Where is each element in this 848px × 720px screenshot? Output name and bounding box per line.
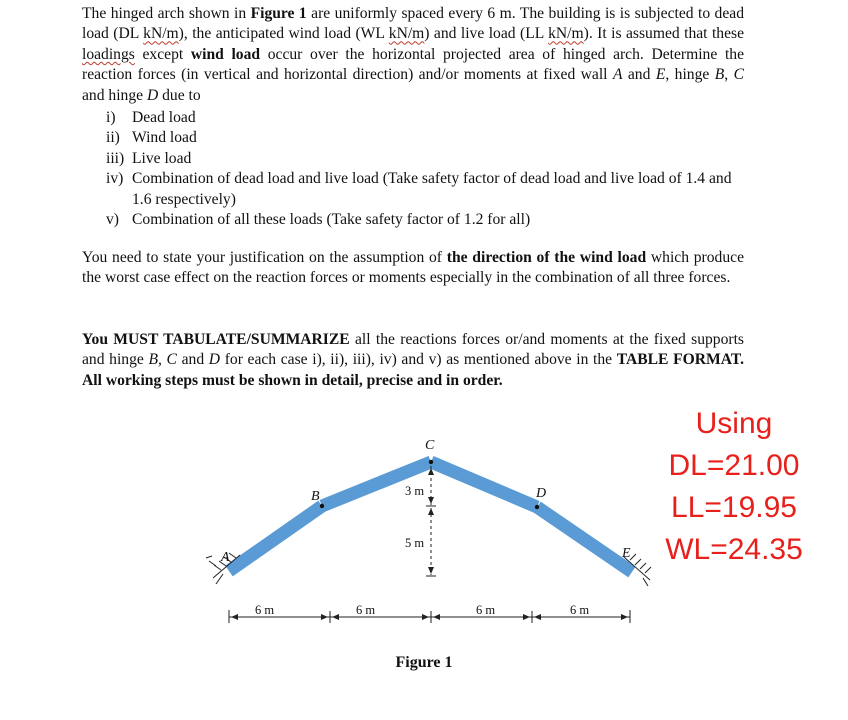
word-loadings: loadings <box>82 45 135 63</box>
list-number: v) <box>106 211 119 229</box>
hinge-d: D <box>208 351 221 369</box>
list-text: Combination of dead load and live load (Take safety factor of dead load and live load of 1.4 and 1.6 respectively) <box>132 170 732 208</box>
text-run: and hinge <box>82 86 147 104</box>
label-e: E <box>622 546 631 561</box>
text-run: ), the anticipated wind load (WL <box>178 25 389 43</box>
label-d: D <box>536 486 547 501</box>
unit-dl: kN/m <box>143 25 179 43</box>
figure-caption: Figure 1 <box>395 654 453 671</box>
text-run: due to <box>158 86 201 104</box>
text-run: You need to state your justification on the assumption of <box>82 249 447 266</box>
list-text: Combination of all these loads (Take safety factor of 1.2 for all) <box>132 211 531 229</box>
list-text: Dead load <box>132 109 196 126</box>
text-run: except <box>134 45 191 63</box>
text-run: which produce the worst case effect on the reaction forces or moments especially in the combination of all three forces. <box>82 249 744 287</box>
annotation-ll: LL=19.95 <box>671 491 797 524</box>
wind-load-emphasis: wind load <box>190 45 261 63</box>
member-ab <box>229 506 322 571</box>
hinge-d-dot <box>535 505 539 509</box>
dim-label-span3: 6 m <box>476 603 496 617</box>
text-run: for each case i), ii), iii), iv) and v) as mentioned above in the <box>220 351 617 369</box>
label-c: C <box>425 438 435 453</box>
point-e: E <box>655 66 666 84</box>
list-number: iv) <box>106 170 124 188</box>
point-b: B <box>714 66 725 84</box>
list-number: iii) <box>106 149 125 167</box>
wind-direction-emphasis: the direction of the wind load <box>446 249 647 266</box>
annotation-wl: WL=24.35 <box>665 533 803 566</box>
hinge-c-dot <box>429 460 433 464</box>
figure-reference: Figure 1 <box>250 5 307 22</box>
text-run: , hinge <box>665 66 715 84</box>
hinge-bc: B, C <box>148 351 177 369</box>
label-a: A <box>221 550 230 565</box>
dim-label-span1: 6 m <box>255 603 275 617</box>
unit-ll: kN/m <box>548 25 584 43</box>
hinge-b-dot <box>320 504 324 508</box>
text-run: ) and live load (LL <box>424 25 549 43</box>
point-d: D <box>146 86 159 104</box>
text-run: are uniformly spaced every 6 m. The building is is subjected to dead load (DL <box>82 5 744 43</box>
list-text: Wind load <box>132 129 197 147</box>
text-run: and <box>176 351 209 369</box>
text-run: and <box>622 66 656 84</box>
annotation-dl: DL=21.00 <box>668 449 800 482</box>
text-run: The hinged arch shown in <box>82 5 251 22</box>
text-run: all the reactions forces or/and moments at the fixed supports and hinge <box>82 331 744 369</box>
text-run: occur over the horizontal projected area of hinged arch. Determine the reaction forces (in vertical and horizontal direction) and/or moments at fixed wall <box>82 45 744 84</box>
dim-label-span2: 6 m <box>356 603 376 617</box>
dim-label-span4: 6 m <box>570 603 590 617</box>
table-format-emphasis: TABLE FORMAT <box>616 351 741 369</box>
member-de <box>537 507 632 572</box>
dim-label-3m: 3 m <box>405 484 425 498</box>
point-a: A <box>612 66 623 84</box>
tabulate-emphasis: You MUST TABULATE/SUMMARIZE <box>82 331 350 348</box>
dim-label-5m: 5 m <box>405 536 425 550</box>
list-number: ii) <box>106 129 120 147</box>
label-b: B <box>311 489 320 504</box>
list-text: Live load <box>132 149 192 167</box>
text-run: , <box>724 66 734 84</box>
member-cd <box>431 462 537 507</box>
unit-wl: kN/m <box>388 25 425 43</box>
height-dimension <box>426 466 436 576</box>
point-c: C <box>733 66 745 84</box>
working-steps-emphasis: . All working steps must be shown in detail, precise and in order. <box>82 351 744 389</box>
text-run: ). It is assumed that these <box>583 25 744 43</box>
list-number: i) <box>106 109 116 126</box>
annotation-using: Using <box>695 407 773 440</box>
